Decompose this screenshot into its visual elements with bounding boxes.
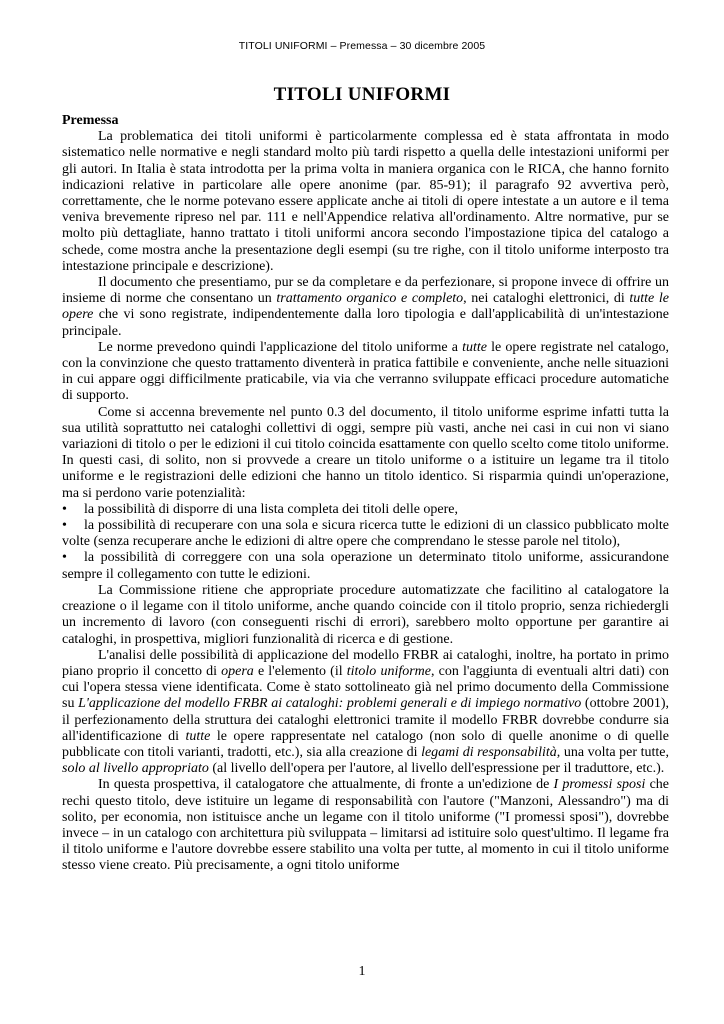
bullet-text-3: la possibilità di correggere con una sola operazione un determinato titolo uniforme, assicurandone sempre il collegamento con tutte le edizioni. [62,550,669,582]
paragraph-2-text-c: che vi sono registrate, indipendentemente dalla loro tipologia e dall'applicabilità di un'intestazione principale. [62,307,669,339]
paragraph-6 [62,648,669,778]
bullet-item-2 [62,518,669,550]
paragraph-7-text-b: che rechi questo titolo, deve istituire un legame di responsabilità con l'autore ("Manzoni, Alessandro") ma di solito, per economia, non istituisce anche un legame con il titolo uniforme ("I promessi sposi"), dovrebbe invece – in un catalogo con architettura più sviluppata – limitarsi ad istituire solo quest'ultimo. Il legame fra il titolo uniforme e l'autore dovrebbe essere stabilito una volta per tutte, al momento in cui il titolo uniforme stesso viene creato. Più precisamente, a ogni titolo uniforme [62,777,669,874]
paragraph-7 [62,777,669,874]
paragraph-6-text-g: (al livello dell'opera per l'autore, al livello dell'espressione per il traduttore, etc.). [208,761,665,777]
paragraph-2 [62,275,669,340]
paragraph-6-emphasis-6: solo al livello appropriato [62,761,209,777]
paragraph-6-emphasis-3: L'applicazione del modello FRBR ai cataloghi: problemi generali e di impiego normativo [78,696,582,712]
paragraph-6-text-a: L'analisi delle possibilità di applicazione del modello FRBR ai cataloghi, inoltre, ha portato in primo piano proprio il concetto di [62,647,669,679]
paragraph-6-text-f: , una volta per tutte, [556,744,670,760]
paragraph-6-emphasis-4: tutte [185,728,211,744]
paragraph-6-text-c: , con l'aggiunta di eventuali altri dati) con cui l'opera stessa viene identificata. Come è stato sottolineato già nel primo documento della Commissione su [62,663,669,712]
paragraph-3-text-a: Le norme prevedono quindi l'applicazione del titolo uniforme a [98,339,463,355]
paragraph-3-emphasis: tutte [462,339,487,355]
paragraph-5 [62,583,669,648]
paragraph-4 [62,405,669,502]
bullet-text-2: la possibilità di recuperare con una sola e sicura ricerca tutte le edizioni di un classico pubblicato molte volte (senza recuperare anche le edizioni di altre opere che comprendano le stesse parole nel titolo), [62,518,669,550]
running-header: TITOLI UNIFORMI – Premessa – 30 dicembre 2005 [238,40,486,52]
bullet-item-3 [62,550,669,582]
paragraph-2-emphasis-2: tutte le opere [62,291,669,323]
section-heading: Premessa [62,113,119,128]
paragraph-6-emphasis-1: opera [221,663,254,679]
paragraph-6-text-b: e l'elemento (il [253,663,347,679]
paragraph-6-emphasis-5: legami di responsabilità [421,744,557,760]
document-body [62,113,669,875]
paragraph-4-text: Come si accenna brevemente nel punto 0.3 del documento, il titolo uniforme esprime infatti tutta la sua utilità soprattutto nei cataloghi collettivi di oggi, sempre più vasti, anche nei casi in cui non vi siano variazioni di titolo o per le edizioni il cui titolo coincida esattamente con quello scelto come titolo uniforme. In questi casi, di solito, non si provvede a creare un titolo uniforme o a istituire un legame tra il titolo uniforme e le registrazioni delle edizioni che hanno un titolo identico. Si risparmia quindi un'operazione, ma si perdono varie potenzialità: [62,404,669,501]
paragraph-6-text-e: le opere rappresentate nel catalogo (non solo di quelle anonime o di quelle pubblicate con titoli varianti, tradotti, etc.), sia alla creazione di [62,728,669,760]
bullet-marker-3: • [62,550,67,566]
paragraph-6-emphasis-2: titolo uniforme [346,663,432,679]
paragraph-1 [62,129,669,275]
bullet-item-1 [62,502,669,518]
paragraph-7-emphasis: I promessi sposi [553,777,646,793]
paragraph-2-text-a: Il documento che presentiamo, pur se da completare e da perfezionare, si propone invece di offrire un insieme di norme che consentano un [62,275,669,307]
paragraph-3-text-b: le opere registrate nel catalogo, con la convinzione che questo trattamento diventerà in pratica fattibile e conveniente, anche nelle situazioni in cui appare oggi difficilmente praticabile, via via che verranno sviluppate efficaci procedure automatiche di supporto. [62,339,669,404]
paragraph-3 [62,340,669,405]
bullet-marker-2: • [62,518,67,534]
paragraph-2-emphasis-1: trattamento organico e completo [276,291,464,307]
document-title: TITOLI UNIFORMI [273,84,451,105]
page-number: 1 [358,964,366,979]
paragraph-2-text-b: , nei cataloghi elettronici, di [463,291,630,307]
paragraph-1-text: La problematica dei titoli uniformi è particolarmente complessa ed è stata affrontata in modo sistematico nelle normative e negli standard molto più tardi rispetto a quella delle intestazioni uniformi per gli autori. In Italia è stata introdotta per la prima volta in maniera organica con le RICA, che hanno fornito indicazioni relative in particolare alle opere anonime (par. 85-91); il paragrafo 92 avvertiva però, correttamente, che le norme potevano essere applicate anche ai titoli di opere intestate a un autore e il tema veniva brevemente ripreso nel par. 111 e nell'Appendice relativa all'ordinamento. Altre normative, pur se molto più dettagliate, hanno trattato i titoli uniformi ancora secondo l'impostazione tipica del catalogo a schede, come mostra anche la presentazione degli esempi (su tre righe, con il titolo uniforme interposto tra intestazione principale e descrizione). [62,129,669,274]
bullet-marker-1: • [62,501,67,517]
paragraph-7-text-a: In questa prospettiva, il catalogatore che attualmente, di fronte a un'edizione de [98,777,554,793]
paragraph-5-text: La Commissione ritiene che appropriate procedure automatizzate che facilitino al catalogatore la creazione o il legame con il titolo uniforme, anche quando coincide con il titolo proprio, senza richiedergli un incremento di lavoro (con conseguenti rischi di errori), sarebbero molto opportune per garantire ai cataloghi, in prospettiva, migliori funzionalità di ricerca e di gestione. [62,582,669,647]
bullet-text-1: la possibilità di disporre di una lista completa dei titoli delle opere, [84,501,459,517]
paragraph-6-text-d: (ottobre 2001), il perfezionamento della struttura dei cataloghi elettronici tramite il modello FRBR dovrebbe condurre sia all'identificazione di [62,696,669,744]
